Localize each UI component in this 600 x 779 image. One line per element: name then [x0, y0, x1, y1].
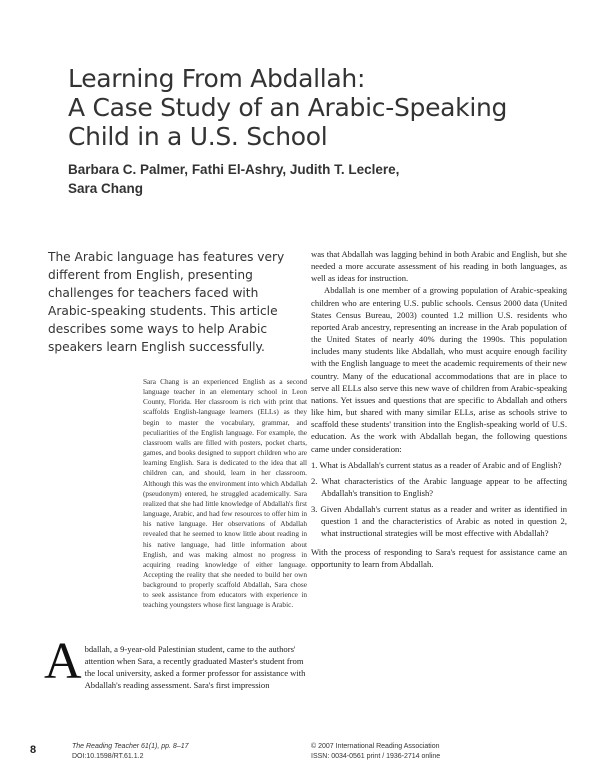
intro-text: bdallah, a 9-year-old Palestinian student, came to the authors' attention when Sara, a recently graduated Master's student from the local university, asked a former professor for assistance with Abdallah's reading assessment. Sara's first impression [84, 644, 306, 691]
intro-paragraph [44, 633, 307, 692]
drop-cap: A [44, 633, 82, 690]
author-list [68, 160, 508, 198]
page-number: 8 [30, 744, 37, 756]
right-para-1: was that Abdallah was lagging behind in both Arabic and English, but she needed a more accurate assessment of his reading in both languages, as well as ideas for instruction. [311, 249, 567, 284]
question-item-2: 2. What characteristics of the Arabic language appear to be affecting Abdallah's transition to English? [311, 475, 567, 498]
sidebar-bio: Sara Chang is an experienced English as a second language teacher in an elementary school in Leon County, Florida. Her classroom is rich with print that scaffolds English-language learners (ELLs) as they begin to master the vocabulary, grammar, and peculiarities of the English language. For example, the classroom walls are filled with posters, pocket charts, games, and books designed to support children who are learning English. Sara is dedicated to the idea that all children can, and should, learn in her classroom. Although this was the environment into which Abdallah (pseudonym) entered, he struggled academically. Sara realized that she had little knowledge of Abdallah's first language, Arabic, and had few resources to offer him in his native language. Her observations of Abdallah revealed that he seemed to know little about reading in his native language, had little information about English, and was making almost no progress in acquiring reading knowledge of either language. Accepting the reality that she needed to build her own background to properly scaffold Abdallah, Sara chose to seek assistance from educators with experience in teaching youngsters whose first language is Arabic. [143, 377, 307, 610]
journal-citation: The Reading Teacher 61(1), pp. 8–17 [72, 743, 189, 750]
right-column [311, 248, 567, 570]
issn: ISSN: 0034-0561 print / 1936-2714 online [311, 753, 441, 760]
title-line-2: A Case Study of an Arabic-Speaking [68, 93, 508, 122]
footer-right [311, 742, 567, 762]
copyright: © 2007 International Reading Association [311, 743, 440, 750]
right-para-3: With the process of responding to Sara's request for assistance came an opportunity to learn from Abdallah. [311, 546, 567, 569]
title-line-1: Learning From Abdallah: [68, 64, 366, 93]
question-item-3: 3. Given Abdallah's current status as a reader and writer as identified in question 1 and the characteristics of Arabic as noted in question 2, what instructional strategies will be most effective with Abdallah? [311, 504, 567, 539]
right-para-2: Abdallah is one member of a growing population of Arabic-speaking children who are entering U.S. public schools. Census 2000 data (United States Census Bureau, 2003) counted 1.2 million U.S. residents who reported Arab ancestry, representing an increase in the Arab population of the United States of nearly 40% during the 1990s. This population includes many students like Abdallah, who must acquire enough facility with the English language to meet the academic requirements of their new country. Many of the educational accommodations that are in place to serve all ELLs also serve this new wave of children from Arabic-speaking nations. Yet issues and questions that are specific to Abdallah and others like him, but shared with many similar ELLs, arise as schools strive to scaffold these students' transition into the English-speaking world of U.S. education. As the work with Abdallah began, the following questions came under consideration: [311, 285, 567, 454]
footer-left [72, 742, 292, 762]
abstract: The Arabic language has features very different from English, presenting challenges for teachers faced with Arabic-speaking students. This article describes some ways to help Arabic speakers learn English successfully. [48, 250, 285, 354]
question-item-1: 1. What is Abdallah's current status as a reader of Arabic and of English? [311, 459, 562, 470]
authors-line-1: Barbara C. Palmer, Fathi El-Ashry, Judith T. Leclere, [68, 162, 400, 177]
article-title [68, 64, 568, 151]
question-list [311, 459, 567, 540]
title-line-3: Child in a U.S. School [68, 122, 328, 151]
authors-line-2: Sara Chang [68, 181, 144, 196]
doi: DOI:10.1598/RT.61.1.2 [72, 753, 144, 760]
